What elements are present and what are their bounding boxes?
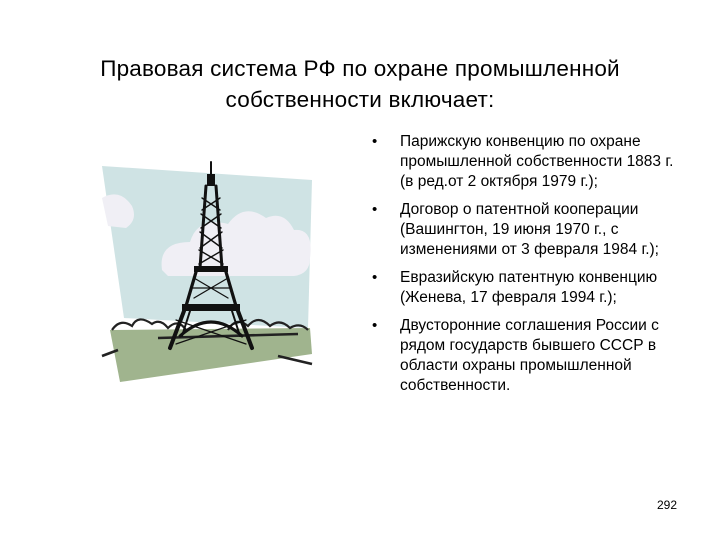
bullet-icon: • <box>372 201 378 218</box>
bullet-icon: • <box>372 269 378 286</box>
page-number: 292 <box>656 498 677 512</box>
bullet-text: Договор о патентной кооперации (Вашингтон, 19 июня 1970 г., с изменениями от 3 февраля 1984 г.); <box>400 201 659 258</box>
title-line-2: собственности включает: <box>225 87 495 113</box>
eiffel-tower-illustration <box>98 158 324 388</box>
bullet-icon: • <box>372 317 378 334</box>
bullet-text: Парижскую конвенцию по охране промышленной собственности 1883 г. (в ред.от 2 октября 1979 г.); <box>400 133 674 190</box>
list-item <box>372 132 690 192</box>
eiffel-tower-icon <box>98 158 324 388</box>
bullet-text: Евразийскую патентную конвенцию (Женева, 17 февраля 1994 г.); <box>400 269 658 306</box>
slide-title <box>40 53 680 115</box>
list-item <box>372 200 690 260</box>
list-item <box>372 268 690 308</box>
title-line-1: Правовая система РФ по охране промышленной <box>100 56 620 82</box>
list-item <box>372 316 690 396</box>
bullet-list <box>372 132 690 404</box>
bullet-icon: • <box>372 133 378 150</box>
bullet-text: Двусторонние соглашения России с рядом государств бывшего СССР в области охраны промышленной собственности. <box>400 317 659 394</box>
